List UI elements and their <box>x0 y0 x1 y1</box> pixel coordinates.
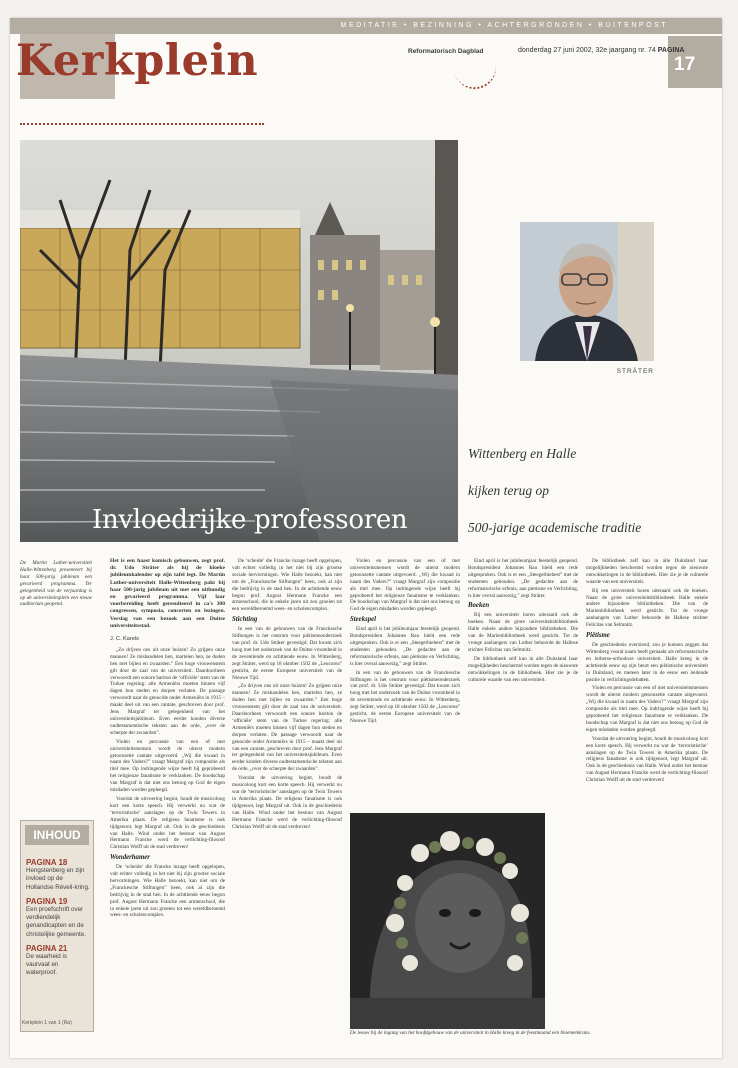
article-column-3 <box>350 558 460 803</box>
article-paragraph: De ‘scheide’ die Francke inzage heeft opgelopen, valt echter volledig in het niet bij zijn grootse sociale hervormingen. Wie Halle bezoekt, kan niet om de „Franckesche Stiftungen” heen, ook al zijn die bedrijvig in de stad hen. In de achttiende eeuw begon prof. August Hermann Francke een armenschool, die in enkele jaren uit zou groeien tot een wereldberoemd wees- en scholencomplex. <box>110 864 225 919</box>
contents-page: PAGINA 19 <box>26 896 68 906</box>
dateline <box>518 47 684 54</box>
portrait-caption: STRÄTER <box>616 368 654 375</box>
contents-page: PAGINA 18 <box>26 858 68 867</box>
photo-caption <box>20 560 92 660</box>
article-paragraph: Eind april is het jubileumjaar feestelijk geopend. Bondspresident Johannes Rau hield een rede uitgesproken. Ook is er een „Steegerhiebest” met de studenten gehouden. „De gedachte aan de reformatorische erfenis, aan pietisme en Verlichting, is hier overal aanwezig,” zegt Sträter. <box>350 626 460 667</box>
lion-photo <box>350 813 545 1029</box>
contents-text: Een proefschrift over verdiendelijk genandicapten en de christelijke gemeente. <box>26 906 86 938</box>
portrait-drawing <box>520 222 654 361</box>
contents-list <box>26 853 90 978</box>
hero-photo-drawing <box>20 140 458 542</box>
article-column-2 <box>232 558 342 1028</box>
section-heading: Steekspel <box>350 616 377 624</box>
article-paragraph: De bibliotheek zelf kan in alle Duitsland haar mogelijkheden beschermd worden tegen de nieuwste ontwikkelingen in de bibliotheek. Hier zie je de culturele waarde van een universiteit. <box>468 655 578 683</box>
article-paragraph: In een van de gebouwen van de Franckesche Stiftungen is het centrum voor piëtismeonderzoek van prof. dr. Udo Sträter gevestigd. Dat kwam zich hoog met het onderzoek van de Duitse vroomheid in de zeventiende en achttiende eeuw. In Wittenberg, zegt Sträter, werd op 18 oktober 1502 de „Leucorea” gesticht, de eerste Europese universiteit van de Nieuwe Tijd. <box>232 626 342 681</box>
article-paragraph: Violen en percussie van een of met universiteitsmensen wordt de uiterst modern getoonzette cantate uitgevoerd. „Wij die kwaad in naam des Vaders?” vraagt Margraf zijn compositie als titel mee. Op indringende wijze heeft hij geprobeerd het religieuze fanatisme te verklanken. De boodschap van Margraf is dat niet ons betoog op God de eigen misdaden worden gepleegd. <box>350 558 460 613</box>
article-paragraph: Bij een universiteit horen uiteraard ook de boeken. Naast de grote universiteitsbibliotheek Halle enkele andere bijzondere bibliotheken. Die van de Marienbibliotheek werd gesticht. Tot de vroege aanhangers van Luther behoorde de Hallese stichter Felicitas van Selmnitz. <box>468 612 578 653</box>
lion-drawing <box>350 813 545 1029</box>
subtitle-line-1: Wittenberg en Halle <box>468 446 577 461</box>
article-paragraph: Voordat de uitvoering begint, houdt de musicoloog kort een korte speech. Hij verwerkt nu wat de ‘terroristische’ aanslagen op de Twin Towers in Amerika plaats. De religieus fanatisme is ook tijdgenoot, legt Margraf uit. Ook in de geschiedenis van Halle. Wind onder het bestuur van August Hermann Francke werd de verlichting-filosoof Christian Wolff uit de stad verdreven! <box>232 775 342 830</box>
portrait-photo <box>520 222 654 361</box>
contents-text: De waarheid is vaurvaat en waterproof. <box>26 953 67 977</box>
dotted-rule <box>20 123 264 125</box>
article-paragraph: Voordat de uitvoering begint, houdt de musicoloog kort een korte speech. Hij verwerkt nu wat de ‘terroristische’ aanslagen op de Twin Towers in Amerika plaats. De religieus fanatisme is ook tijdgenoot, legt Margraf uit. Ook in de geschiedenis van Halle. Wind onder het bestuur van August Hermann Francke werd de verlichting-filosoof Christian Wolff uit de stad verdreven! <box>586 735 708 784</box>
article-paragraph: De bibliotheek zelf kan in alle Duitsland haar mogelijkheden beschermd worden tegen de nieuwste ontwikkelingen in de bibliotheek. Hier zie je de culturele waarde van een universiteit. <box>586 558 708 585</box>
page-footer-note: Kerkplein 1 van 1 (Ra) <box>22 1020 72 1026</box>
section-heading: Piëtisme <box>586 632 610 640</box>
headline: Invloedrijke professoren <box>92 505 408 535</box>
section-heading: Stichting <box>232 616 258 624</box>
photo-caption-text: De Martin Luther-universiteit Halle-Wittenberg presenteert bij haar 500-jarig jubileum een gevarieerd programma. Ter gelegenheid van de verjaardag is op de universiteitsplein een nieuw auditorium geopend. <box>20 560 92 608</box>
article-paragraph: Eind april is het jubileumjaar feestelijk geopend. Bondspresident Johannes Rau hield een rede uitgesproken. Ook is er een „Steegerhiebest” met de studenten gehouden. „De gedachte aan de reformatorische erfenis, aan pietisme en Verlichting, is hier overal aanwezig,” zegt Sträter. <box>468 558 578 599</box>
hero-photo <box>20 140 458 542</box>
page-number: 17 <box>674 54 696 75</box>
section-heading: Wonderhamer <box>110 854 150 862</box>
article-byline: J. C. Karels <box>110 636 139 643</box>
article-column-1 <box>110 558 225 1028</box>
contents-box <box>20 820 94 1032</box>
article-column-5 <box>586 558 708 1028</box>
article-paragraph: „Zo drijven ons uit onze huizen! Zo grijpen onze mannen! Ze mishandelen hen, martelen hen, ze doden hen met bijlen en zwaarden.” Een hoge vrouwenstem gilt door de zaal van de universiteit. Daardoorheen verwoordt een sonore bariton de ‘officiële’ stem van de Turkse regering: alle Armeniërs moeten binnen vijf dagen hun steden en dorpen verlaten. De passage verwoordt naar de genocide onder Armeniërs in 1915 – maakt deel uit van een cantate, geschreven door prof. Jens Margraf ter gelegenheid van het universiteitsjubileum. Even eerder konden diverse oudtestamentische teksten aan de orde, „over de scherpte der zwaarden”. <box>110 646 225 736</box>
article-paragraph: De geschiedenis overziend, zou je kunnen zeggen dat Wittenberg vooral naam heeft gemaakt als reformatorische en lutherse-orthodoxe universiteit. Halle kreeg in de achttiende eeuw op zijn beurt een piëtistische universiteit in Duitsland, en meteen later in de eeuw een leidende positie in verlichtingsdebatten. <box>586 641 708 683</box>
section-bar: MEDITATIE • BEZINNING • ACHTERGRONDEN • BUITENPOST <box>10 18 722 34</box>
contents-text: Hengstenberg en zijn invloed op de Hollandse Réveil-kring. <box>26 867 90 891</box>
article-paragraph: „Zo drijven ons uit onze huizen! Zo grijpen onze mannen! Ze mishandelen hen, martelen hen, ze doden hen met bijlen en zwaarden.” Een hoge vrouwenstem gilt door de zaal van de universiteit. Daardoorheen verwoordt een sonore bariton de ‘officiële’ stem van de Turkse regering: alle Armeniërs moeten binnen vijf dagen hun steden en dorpen verlaten. De passage verwoordt naar de genocide onder Armeniërs in 1915 – maakt deel uit van een cantate, geschreven door prof. Jens Margraf ter gelegenheid van het universiteitsjubileum. Even eerder konden diverse oudtestamentische teksten aan de orde, „over de scherpte der zwaarden”. <box>232 683 342 773</box>
newspaper-name: Reformatorisch Dagblad <box>408 48 484 55</box>
contents-title: INHOUD <box>25 825 89 845</box>
contents-page: PAGINA 21 <box>26 943 68 953</box>
lion-caption: De leeuw bij de ingang van het hoofdgebouw van de universiteit in Halle kreeg in de feestmaand een bloemenkrans. <box>350 1030 591 1036</box>
subtitle-line-3: 500-jarige academische traditie <box>468 520 642 535</box>
subtitle-line-2: kijken terug op <box>468 483 549 498</box>
article-paragraph: Violen en percussie van een of met universiteitsmensen wordt de uiterst modern getoonzette cantate uitgevoerd. „Wij die kwaad in naam des Vaders?” vraagt Margraf zijn compositie als titel mee. Op indringende wijze heeft hij geprobeerd het religieuze fanatisme te verklanken. De boodschap van Margraf is dat niet ons betoog op God de eigen misdaden worden gepleegd. <box>110 738 225 794</box>
date-text: donderdag 27 juni 2002, 32e jaargang nr. 74 <box>518 47 656 54</box>
article-column-4 <box>468 558 578 803</box>
page-label: PAGINA <box>657 47 685 54</box>
article-paragraph: In een van de gebouwen van de Franckesche Stiftungen is het centrum voor piëtismeonderzoek van prof. dr. Udo Sträter gevestigd. Dat kwam zich hoog met het onderzoek van de Duitse vroomheid in de zeventiende en achttiende eeuw. In Wittenberg, zegt Sträter, werd op 18 oktober 1502 de „Leucorea” gesticht, de eerste Europese universiteit van de Nieuwe Tijd. <box>350 669 460 724</box>
section-heading: Boeken <box>468 602 490 610</box>
article-paragraph: Violen en percussie van een of met universiteitsmensen wordt de uiterst modern getoonzette cantate uitgevoerd. „Wij die kwaad in naam des Vaders?” vraagt Margraf zijn compositie als titel mee. Op indringende wijze heeft hij geprobeerd het religieuze fanatisme te verklanken. De boodschap van Margraf is dat niet ons betoog op God de eigen misdaden worden gepleegd. <box>586 685 708 733</box>
article-paragraph: De ‘scheide’ die Francke inzage heeft opgelopen, valt echter volledig in het niet bij zijn grootse sociale hervormingen. Wie Halle bezoekt, kan niet om de „Franckesche Stiftungen” heen, ook al zijn die bedrijvig in de stad hen. In de achttiende eeuw begon prof. August Hermann Francke een armenschool, die in enkele jaren uit zou groeien tot een wereldberoemd wees- en scholencomplex. <box>232 558 342 613</box>
article-paragraph: Bij een universiteit horen uiteraard ook de boeken. Naast de grote universiteitsbibliotheek Halle enkele andere bijzondere bibliotheken. Die van de Marienbibliotheek werd gesticht. Tot de vroege aanhangers van Luther behoorde de Hallese stichter Felicitas van Selmnitz. <box>586 587 708 629</box>
article-lead: Het is een haast komisch gebouwen, zegt prof. dr. Udo Sträter als hij de kloeke jubileumkalender op zijn tafel legt. De Martin Luther-universiteit Halle-Wittenberg pakt bij haar 500-jarig jubileum uit met een uitbundig en gevarieerd programma. Vijf laar voorbereiding heeft geresulteerd in ca's 300 congressen, symposia, concerten en lezingen. Verslag van een bezoek aan een Duitse universiteitsstad. <box>110 558 225 629</box>
article-paragraph: Voordat de uitvoering begint, houdt de musicoloog kort een korte speech. Hij verwerkt nu wat de ‘terroristische’ aanslagen op de Twin Towers in Amerika plaats. De religieus fanatisme is ook tijdgenoot, legt Margraf uit. Ook in de geschiedenis van Halle. Wind onder het bestuur van August Hermann Francke werd de verlichting-filosoof Christian Wolff uit de stad verdreven! <box>110 795 225 851</box>
page-title: Kerkplein <box>16 36 259 86</box>
